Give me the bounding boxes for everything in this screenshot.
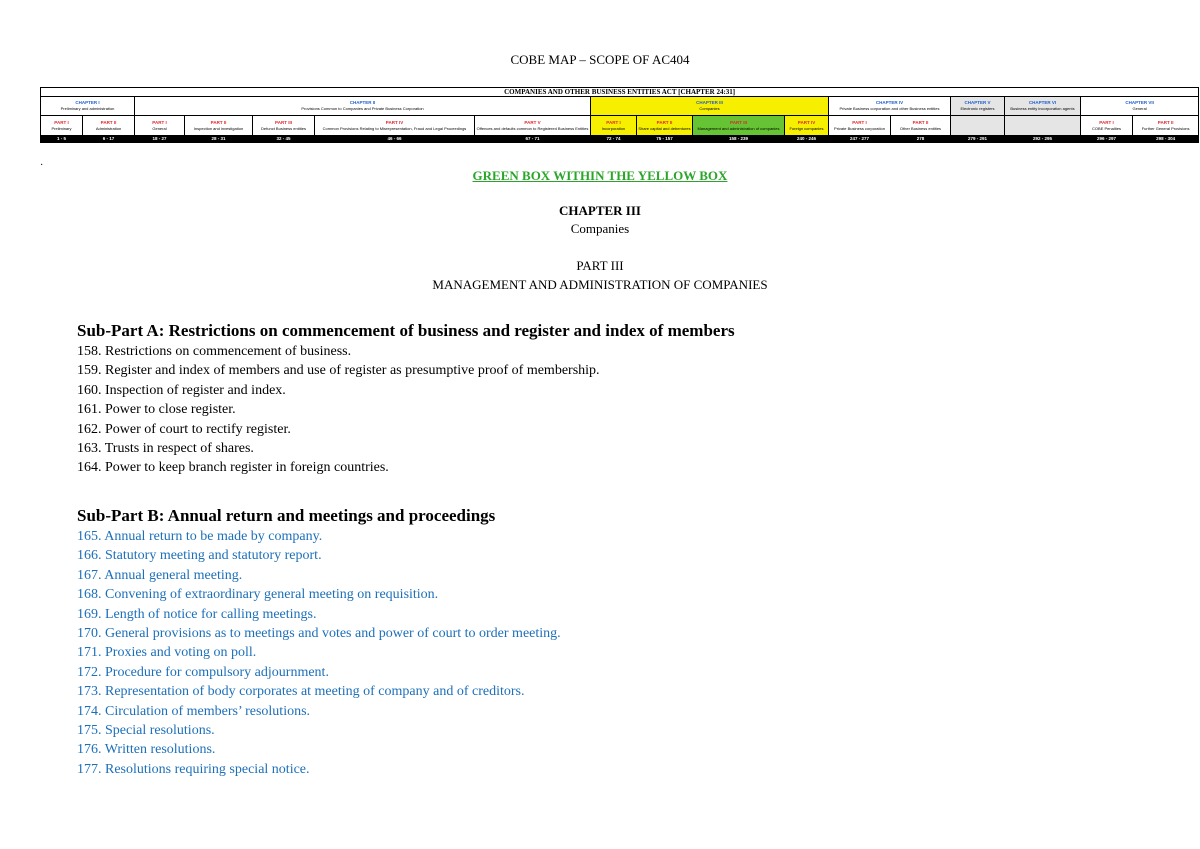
section-item-highlighted: 170. General provisions as to meetings and votes and power of court to order meeting. [77,626,561,642]
section-item: 163. Trusts in respect of shares. [77,441,254,457]
subpart-b-list [77,527,1177,779]
chapter-cell: CHAPTER IV Private Business corporation and other Business entities [829,97,951,116]
part-cell: PART I Incorporation [591,116,637,136]
section-range: 247 - 277 [829,136,891,143]
subpart-a-list [77,342,1177,478]
cobe-map-table [40,87,1190,143]
part-cell: PART II Administration [83,116,135,136]
section-item: 161. Power to close register. [77,402,236,418]
part-cell: PART I General [135,116,185,136]
part-title: MANAGEMENT AND ADMINISTRATION OF COMPANIES [432,277,768,292]
section-range: 240 - 246 [785,136,829,143]
part-cell-empty [1005,116,1081,136]
chapter-cell: CHAPTER V Electronic registers [951,97,1005,116]
subpart-a [77,320,1177,478]
section-range: 298 - 304 [1133,136,1199,143]
green-box-heading[interactable]: GREEN BOX WITHIN THE YELLOW BOX [472,168,728,183]
section-item-highlighted: 172. Procedure for compulsory adjournment. [77,664,329,680]
section-range: 32 - 45 [253,136,315,143]
section-item-highlighted: 177. Resolutions requiring special notice. [77,761,310,777]
section-item: 164. Power to keep branch register in foreign countries. [77,460,389,476]
section-item-highlighted: 166. Statutory meeting and statutory report. [77,548,322,564]
chapter-cell-highlighted: CHAPTER III Companies [591,97,829,116]
section-item: 160. Inspection of register and index. [77,382,286,398]
section-item: 159. Register and index of members and use of register as presumptive proof of membership. [77,363,600,379]
section-item-highlighted: 165. Annual return to be made by company. [77,529,323,544]
map-title: COMPANIES AND OTHER BUSINESS ENTITIES ACT [CHAPTER 24:31] [41,88,1199,97]
section-range: 28 - 31 [185,136,253,143]
chapter-cell: CHAPTER II Provisions Common to Companies and Private Business Corporation [135,97,591,116]
chapter-title: Companies [570,221,630,236]
subpart-a-heading: Sub-Part A: Restrictions on commencement of business and register and index of members [77,321,735,340]
section-range: 6 - 17 [83,136,135,143]
section-range: 158 - 239 [693,136,785,143]
section-range: 18 - 27 [135,136,185,143]
section-item-highlighted: 169. Length of notice for calling meetings. [77,606,317,622]
part-cell: PART II Inspection and investigation [185,116,253,136]
part-cell: PART II Further General Provisions [1133,116,1199,136]
section-range: 1 - 5 [41,136,83,143]
section-item-highlighted: 171. Proxies and voting on poll. [77,645,257,661]
subpart-b [77,505,1177,779]
page-title: COBE MAP – SCOPE OF AC404 [510,52,690,67]
part-heading: PART III [576,258,624,273]
part-cell: PART IV Common Provisions Relating to Misrepresentation, Fraud and Legal Proceedings [315,116,475,136]
part-cell: PART III Defunct Business entities [253,116,315,136]
stray-dot: · [40,160,44,171]
section-item: 158. Restrictions on commencement of business. [77,344,352,359]
chapter-cell: CHAPTER VII General [1081,97,1199,116]
section-range: 75 - 157 [637,136,693,143]
section-item: 162. Power of court to rectify register. [77,421,291,437]
part-cell-empty [951,116,1005,136]
chapter-cell: CHAPTER I Preliminary and administration [41,97,135,116]
part-cell: PART I Preliminary [41,116,83,136]
section-range: 292 - 295 [1005,136,1081,143]
part-cell: PART I Private Business corporation [829,116,891,136]
chapter-cell: CHAPTER VI Business entity incorporation agents [1005,97,1081,116]
section-item-highlighted: 167. Annual general meeting. [77,567,243,583]
section-item-highlighted: 173. Representation of body corporates at meeting of company and of creditors. [77,684,525,700]
part-cell: PART IV Foreign companies [785,116,829,136]
chapter-heading: CHAPTER III [559,203,641,218]
part-cell: PART I COBE Penalties [1081,116,1133,136]
part-cell-green-box: PART III Management and administration of companies [693,116,785,136]
section-range: 278 [891,136,951,143]
section-range: 67 - 71 [475,136,591,143]
section-item-highlighted: 174. Circulation of members’ resolutions. [77,703,311,719]
section-item-highlighted: 168. Convening of extraordinary general meeting on requisition. [77,587,439,603]
section-range: 72 - 74 [591,136,637,143]
section-item-highlighted: 176. Written resolutions. [77,742,216,758]
part-cell: PART V Offences and defaults common to Registered Business Entities [475,116,591,136]
section-range: 296 - 297 [1081,136,1133,143]
section-range: 46 - 66 [315,136,475,143]
section-range: 279 - 291 [951,136,1005,143]
subpart-b-heading: Sub-Part B: Annual return and meetings and proceedings [77,506,496,525]
part-cell: PART II Other Business entities [891,116,951,136]
part-cell: PART II Share capital and debentures [637,116,693,136]
section-item-highlighted: 175. Special resolutions. [77,723,215,739]
